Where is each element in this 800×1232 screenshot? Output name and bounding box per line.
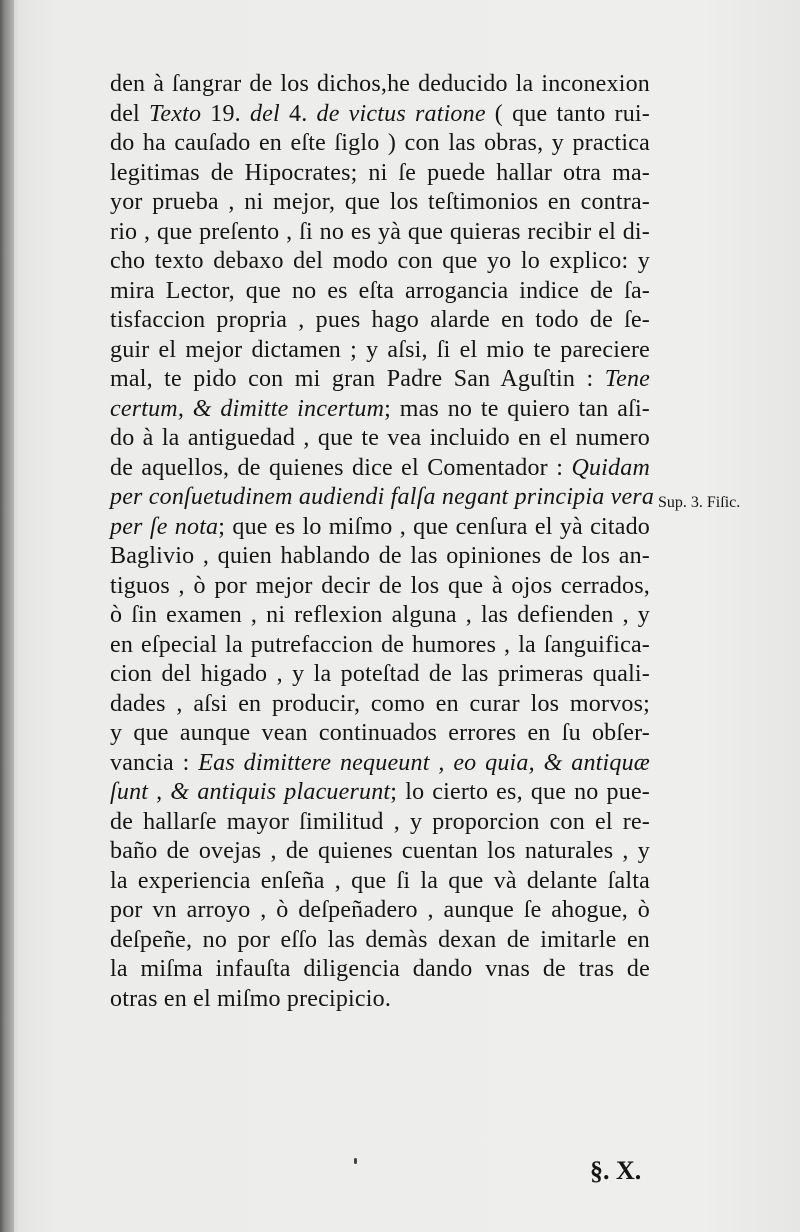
italic-segment: Tene — [604, 366, 650, 392]
text-line — [110, 159, 650, 189]
text-segment: tiguos , ò por mejor decir de los que à ojos cerrados, — [110, 572, 650, 599]
text-line — [110, 955, 650, 985]
text-segment: ; lo cierto es, que no pue- — [390, 779, 650, 805]
italic-segment: del — [249, 100, 280, 127]
text-line — [110, 896, 650, 926]
italic-segment: per conſuetudinem audiendi falſa negant principia vera — [110, 484, 655, 510]
text-line — [110, 129, 650, 159]
text-segment: cion del higado , y la poteſtad de las primeras quali- — [110, 661, 650, 687]
text-line — [110, 749, 650, 779]
text-line — [110, 395, 650, 425]
text-segment: baño de ovejas , de quienes cuentan los naturales , y — [110, 838, 650, 864]
text-line — [110, 837, 650, 867]
text-line — [110, 542, 650, 572]
text-line — [110, 601, 650, 631]
text-segment: tisfaccion propria , pues hago alarde en todo de ſe- — [110, 307, 650, 333]
text-line — [110, 483, 655, 513]
page-gutter — [0, 0, 14, 1232]
text-line — [110, 424, 650, 454]
italic-segment: Eas dimittere nequeunt , eo quia, & antiquæ — [198, 749, 650, 776]
italic-segment: certum, & dimitte incertum — [110, 395, 385, 422]
text-line — [110, 188, 650, 218]
text-segment: mal, te pido con mi gran Padre San Aguſtin : — [110, 366, 605, 392]
text-line — [110, 660, 650, 690]
text-segment: y que aunque vean continuados errores en ſu obſer- — [110, 720, 650, 746]
text-segment: la experiencia enſeña , que ſi la que và delante ſalta — [110, 867, 650, 894]
text-line — [110, 365, 650, 395]
text-segment: de aquellos, de quienes dice el Comentador : — [110, 454, 572, 481]
text-line — [110, 70, 650, 100]
text-segment: dades , aſsi en producir, como en curar los morvos; — [110, 690, 650, 717]
text-segment: yor prueba , ni mejor, que los teſtimonios en contra- — [110, 189, 650, 215]
text-segment: ; mas no te quiero tan aſi- — [384, 395, 651, 422]
text-line — [110, 985, 650, 1015]
italic-segment: Texto — [149, 100, 202, 127]
text-line — [110, 513, 650, 543]
text-segment: guir el mejor dictamen ; y aſsi, ſi el mio te pareciere — [110, 336, 650, 363]
text-segment: del — [110, 100, 150, 127]
italic-segment: per ſe nota — [110, 513, 219, 540]
text-line — [110, 631, 650, 661]
text-segment: legitimas de Hipocrates; ni ſe puede hallar otra ma- — [110, 159, 650, 186]
text-line — [110, 336, 650, 366]
text-line — [110, 100, 650, 130]
text-segment: por vn arroyo , ò deſpeñadero , aunque ſe ahogue, ò — [110, 897, 650, 923]
text-line — [110, 218, 650, 248]
text-segment: 4. — [279, 100, 317, 127]
text-segment: cho texto debaxo del modo con que yo lo explico: y — [110, 248, 650, 274]
text-segment: vancia : — [110, 749, 199, 776]
text-line — [110, 926, 650, 956]
text-segment: otras en el miſmo precipicio. — [110, 985, 392, 1012]
text-line — [110, 277, 650, 307]
text-segment: ( que tanto rui- — [485, 100, 650, 127]
text-segment: deſpeñe, no por eſſo las demàs dexan de imitarle en — [110, 926, 650, 953]
text-segment: en eſpecial la putrefaccion de humores , la ſanguifica- — [110, 631, 650, 658]
text-line — [110, 719, 650, 749]
italic-segment: ſunt , & antiquis placuerunt — [110, 779, 391, 805]
catchword: §. X. — [590, 1156, 642, 1185]
text-line — [110, 306, 650, 336]
text-line — [110, 572, 650, 602]
text-segment: la miſma infauſta diligencia dando vnas de tras de — [110, 956, 650, 982]
text-segment: Baglivio , quien hablando de las opiniones de los an- — [110, 543, 650, 569]
body-text — [110, 70, 655, 1014]
text-line — [110, 247, 650, 277]
ink-speck — [354, 1158, 357, 1164]
text-segment: do ha cauſado en eſte ſiglo ) con las obras, y practica — [110, 130, 650, 156]
text-segment: 19. — [201, 100, 250, 127]
text-segment: do à la antiguedad , que te vea incluido en el numero — [110, 425, 650, 451]
text-line — [110, 690, 650, 720]
text-segment: mira Lector, que no es eſta arrogancia indice de ſa- — [110, 277, 650, 304]
text-segment: ò ſin examen , ni reflexion alguna , las defienden , y — [110, 602, 650, 628]
text-segment: rio , que preſento , ſi no es yà que quieras recibir el di- — [110, 218, 650, 245]
text-segment: ; que es lo miſmo , que cenſura el yà citado — [218, 513, 650, 540]
text-line — [110, 808, 650, 838]
italic-segment: de victus ratione — [316, 100, 486, 127]
italic-segment: Quidam — [571, 454, 650, 481]
text-segment: de hallarſe mayor ſimilitud , y proporcion con el re- — [110, 808, 650, 835]
text-line — [110, 867, 650, 897]
text-segment: den à ſangrar de los dichos,he deducido la inconexion — [110, 71, 650, 97]
text-line — [110, 454, 650, 484]
text-line — [110, 778, 650, 808]
margin-note: Sup. 3. Fiſic. — [658, 494, 741, 511]
